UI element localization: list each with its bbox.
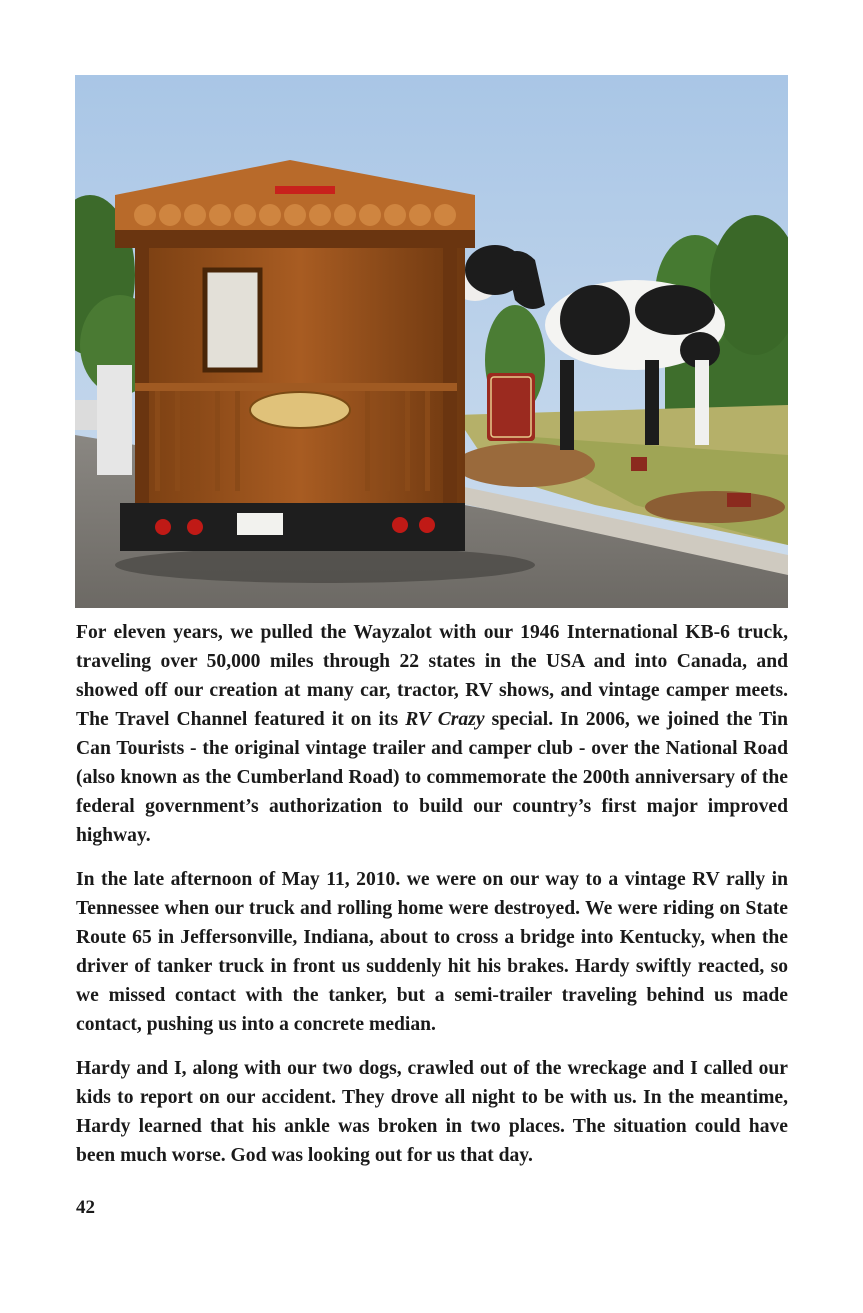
paragraph-1: For eleven years, we pulled the Wayzalot with our 1946 International KB-6 truck, traveling over 50,000 miles through 22 states in the USA and into Canada, and showed off our creation at many car, tractor, RV shows, and vintage camper meets. The Travel Channel featured it on its RV Crazy special. In 2006, we joined the Tin Can Tourists - the original vintage trailer and camper club - over the National Road (also known as the Cumberland Road) to commemorate the 200th anniversary of the federal government’s authorization to build our country’s first major improved highway. bbox=[76, 622, 789, 846]
body-text bbox=[76, 618, 788, 1185]
page-number: 42 bbox=[76, 1197, 95, 1218]
wayzalot-trailer-photo bbox=[75, 75, 788, 608]
paragraph-2: In the late afternoon of May 11, 2010. we were on our way to a vintage RV rally in Tennessee when our truck and rolling home were destroyed. We were riding on State Route 65 in Jeffersonville, Indiana, about to cross a bridge into Kentucky, when the driver of tanker truck in front us suddenly hit his brakes. Hardy swiftly reacted, so we missed contact with the tanker, but a semi-trailer traveling behind us made contact, pushing us into a concrete median. bbox=[76, 869, 788, 1035]
paragraph-3: Hardy and I, along with our two dogs, crawled out of the wreckage and I called our kids to report on our accident. They drove all night to be with us. In the meantime, Hardy learned that his ankle was broken in two places. The situation could have been much worse. God was looking out for us that day. bbox=[76, 1058, 788, 1166]
